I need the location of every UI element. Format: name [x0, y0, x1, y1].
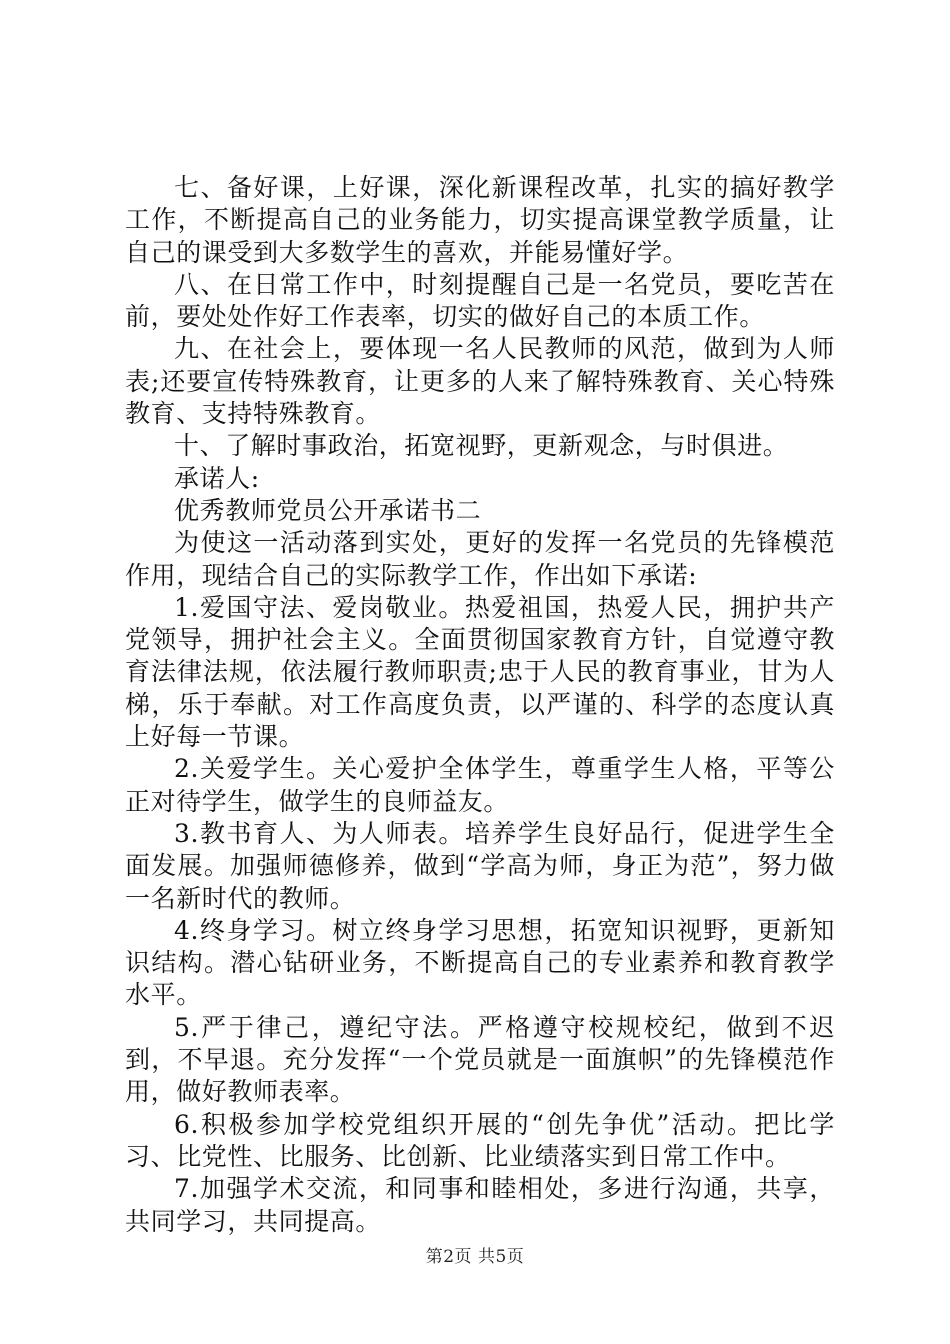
- pledge-item-5: 5.严于律己，遵纪守法。严格遵守校规校纪，做到不迟到，不早退。充分发挥“一个党员就是一面旗帜”的先锋模范作用，做好教师表率。: [125, 1012, 835, 1107]
- paragraph-item-7: 七、备好课，上好课，深化新课程改革，扎实的搞好教学工作，不断提高自己的业务能力，切实提高课堂教学质量，让自己的课受到大多数学生的喜欢，并能易懂好学。: [125, 173, 835, 267]
- pledge-item-3: 3.教书育人、为人师表。培养学生良好品行，促进学生全面发展。加强师德修养，做到“学高为师，身正为范”，努力做一名新时代的教师。: [125, 818, 835, 913]
- section-title: 优秀教师党员公开承诺书二: [174, 495, 482, 525]
- pledge-item-6: 6.积极参加学校党组织开展的“创先争优”活动。把比学习、比党性、比服务、比创新、比业绩落实到日常工作中。: [125, 1109, 835, 1171]
- paragraph-item-9: 九、在社会上，要体现一名人民教师的风范，做到为人师表;还要宣传特殊教育，让更多的人来了解特殊教育、关心特殊教育、支持特殊教育。: [125, 334, 835, 429]
- paragraph-item-10: 十、了解时事政治，拓宽视野，更新观念，与时俱进。: [174, 431, 789, 461]
- pledge-item-1: 1.爱国守法、爱岗敬业。热爱祖国，热爱人民，拥护共产党领导，拥护社会主义。全面贯彻国家教育方针，自觉遵守教育法律法规，依法履行教师职责;忠于人民的教育事业，甘为人梯，乐于奉献。对工作高度负责，以严谨的、科学的态度认真上好每一节课。: [125, 592, 835, 752]
- paragraph-item-8: 八、在日常工作中，时刻提醒自己是一名党员，要吃苦在前，要处处作好工作表率，切实的做好自己的本质工作。: [125, 269, 835, 332]
- page-number-footer: 第2页 共5页: [425, 1247, 525, 1267]
- pledge-item-4: 4.终身学习。树立终身学习思想，拓宽知识视野，更新知识结构。潜心钻研业务，不断提高自己的专业素养和教育教学水平。: [125, 915, 835, 1010]
- intro-paragraph: 为使这一活动落到实处，更好的发挥一名党员的先锋模范作用，现结合自己的实际教学工作，作出如下承诺:: [125, 528, 835, 590]
- pledge-item-7: 7.加强学术交流，和同事和睦相处，多进行沟通，共享，共同学习，共同提高。: [125, 1174, 835, 1236]
- document-body: [125, 172, 835, 1238]
- promisor-label: 承诺人:: [174, 463, 260, 493]
- pledge-item-2: 2.关爱学生。关心爱护全体学生，尊重学生人格，平等公正对待学生，做学生的良师益友。: [125, 754, 835, 816]
